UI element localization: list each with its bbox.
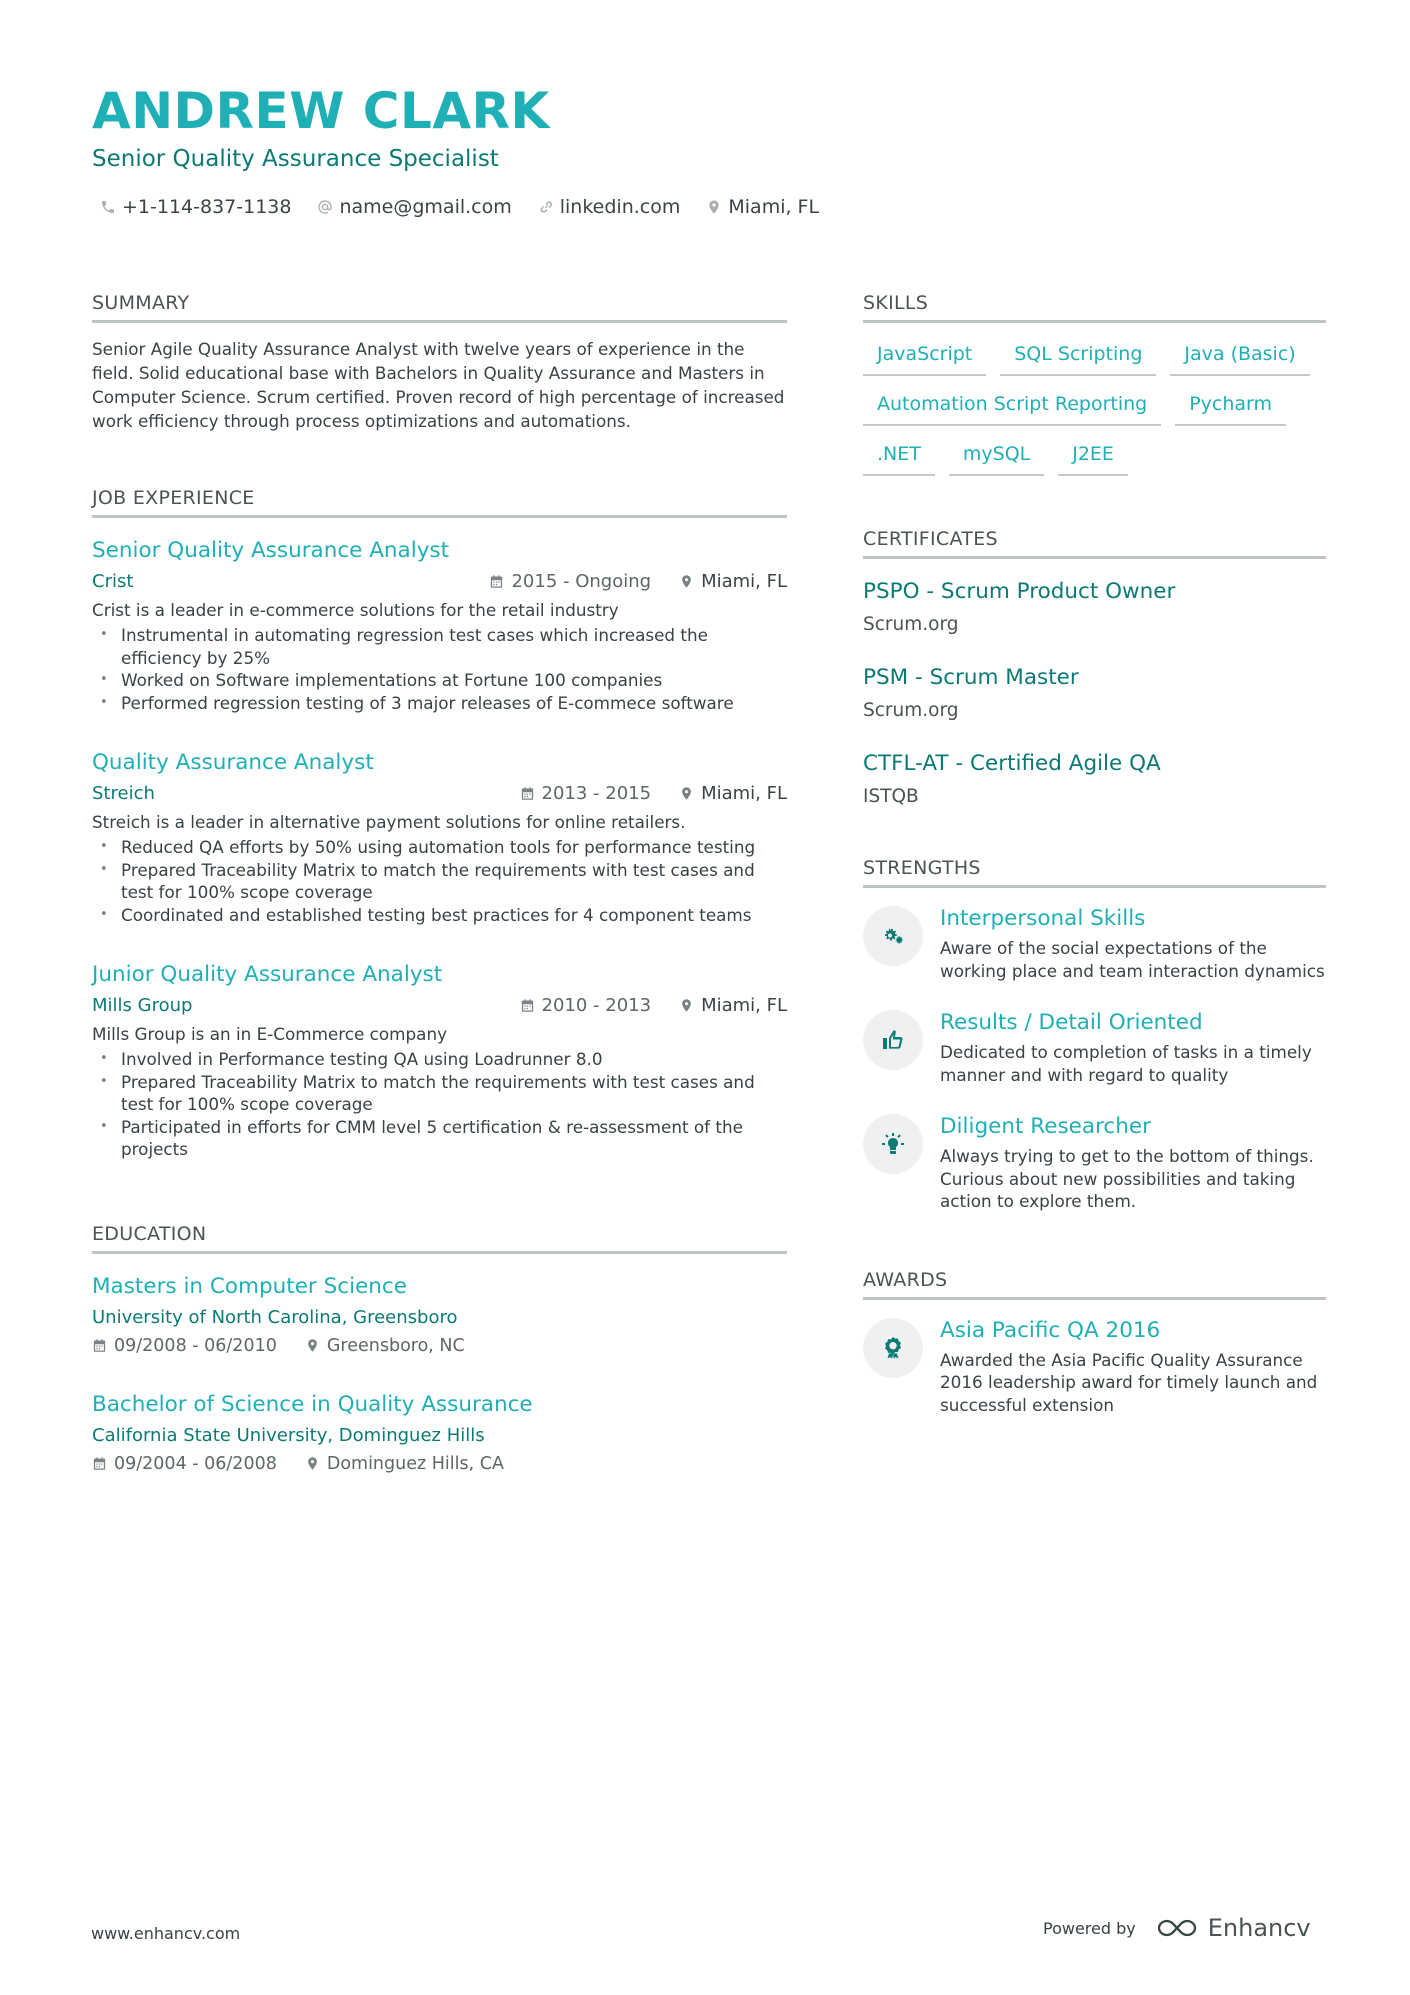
award-body bbox=[940, 1318, 1326, 1417]
job-bullet: • Worked on Software implementations at Fortune 100 companies bbox=[92, 669, 787, 692]
link-icon bbox=[538, 199, 554, 215]
strength-title: Interpersonal Skills bbox=[940, 906, 1146, 931]
job-location bbox=[679, 995, 787, 1016]
job-entry bbox=[92, 750, 787, 926]
experience-heading: JOB EXPERIENCE bbox=[92, 487, 787, 518]
calendar-icon bbox=[489, 574, 504, 589]
award-icon bbox=[881, 1336, 905, 1360]
education-dates bbox=[92, 1336, 277, 1356]
certificate-title: PSM - Scrum Master bbox=[863, 665, 1079, 690]
skill-tag: Java (Basic) bbox=[1170, 339, 1309, 376]
strengths-section bbox=[863, 857, 1326, 1213]
strength-description: Aware of the social expectations of the working place and team interaction dynamics bbox=[940, 938, 1325, 981]
skills-list bbox=[863, 339, 1326, 476]
contact-email[interactable] bbox=[317, 196, 511, 218]
job-description: Streich is a leader in alternative payment solutions for online retailers. bbox=[92, 812, 686, 832]
job-bullet: • Participated in efforts for CMM level 5 certification & re-assessment of the projects bbox=[92, 1116, 787, 1161]
phone-icon bbox=[100, 199, 116, 215]
location-icon bbox=[706, 199, 722, 215]
certificate-entry bbox=[863, 665, 1326, 721]
contact-linkedin-text: linkedin.com bbox=[559, 196, 681, 218]
job-entry bbox=[92, 538, 787, 714]
awards-section bbox=[863, 1269, 1326, 1417]
experience-section bbox=[92, 487, 787, 1161]
education-entry bbox=[92, 1274, 787, 1356]
contact-email-text: name@gmail.com bbox=[339, 196, 512, 218]
job-company: Streich bbox=[92, 783, 155, 804]
strength-icon-circle bbox=[863, 1010, 923, 1070]
job-description: Crist is a leader in e-commerce solutions for the retail industry bbox=[92, 600, 619, 620]
job-location-text: Miami, FL bbox=[701, 995, 787, 1016]
contact-location-text: Miami, FL bbox=[728, 196, 820, 218]
education-dates bbox=[92, 1454, 277, 1474]
skill-tag: Pycharm bbox=[1175, 389, 1286, 426]
job-dates-text: 2010 - 2013 bbox=[541, 995, 652, 1016]
education-entry bbox=[92, 1392, 787, 1474]
job-location bbox=[679, 571, 787, 592]
summary-heading: SUMMARY bbox=[92, 292, 787, 323]
skill-tag: Automation Script Reporting bbox=[863, 389, 1161, 426]
skill-tag: mySQL bbox=[949, 439, 1044, 476]
calendar-icon bbox=[520, 998, 535, 1013]
award-icon-circle bbox=[863, 1318, 923, 1378]
job-meta bbox=[92, 995, 787, 1016]
candidate-name: ANDREW CLARK bbox=[92, 82, 550, 140]
certificate-entry bbox=[863, 751, 1326, 807]
education-location bbox=[305, 1454, 504, 1474]
contact-phone-text: +1-114-837-1138 bbox=[122, 196, 292, 218]
job-meta bbox=[92, 571, 787, 592]
job-bullets bbox=[92, 624, 787, 714]
job-dates-text: 2015 - Ongoing bbox=[511, 571, 652, 592]
at-icon bbox=[317, 199, 333, 215]
job-bullet: • Prepared Traceability Matrix to match the requirements with test cases and test for 100% scope coverage bbox=[92, 859, 787, 904]
summary-section bbox=[92, 292, 787, 433]
strengths-heading: STRENGTHS bbox=[863, 857, 1326, 888]
job-location bbox=[679, 783, 787, 804]
certificate-issuer: Scrum.org bbox=[863, 614, 959, 635]
gears-icon bbox=[881, 924, 905, 948]
location-icon bbox=[679, 574, 694, 589]
award-description: Awarded the Asia Pacific Quality Assurance 2016 leadership award for timely launch and successful extension bbox=[940, 1349, 1318, 1415]
job-description: Mills Group is an in E-Commerce company bbox=[92, 1024, 448, 1044]
job-dates-text: 2013 - 2015 bbox=[541, 783, 652, 804]
skills-section bbox=[863, 292, 1326, 476]
education-degree: Masters in Computer Science bbox=[92, 1273, 407, 1299]
contact-linkedin[interactable] bbox=[538, 196, 681, 218]
awards-heading: AWARDS bbox=[863, 1269, 1326, 1300]
education-location-text: Greensboro, NC bbox=[326, 1335, 465, 1356]
strength-icon-circle bbox=[863, 906, 923, 966]
job-dates bbox=[520, 783, 652, 804]
calendar-icon bbox=[520, 786, 535, 801]
education-section bbox=[92, 1223, 787, 1474]
job-location-text: Miami, FL bbox=[701, 783, 787, 804]
strength-entry bbox=[863, 1114, 1326, 1213]
education-dates-text: 09/2004 - 06/2008 bbox=[114, 1453, 277, 1474]
skills-heading: SKILLS bbox=[863, 292, 1326, 323]
job-bullets bbox=[92, 1048, 787, 1161]
contact-phone[interactable] bbox=[100, 196, 291, 218]
job-title: Quality Assurance Analyst bbox=[92, 750, 374, 775]
strength-icon-circle bbox=[863, 1114, 923, 1174]
education-location bbox=[305, 1336, 465, 1356]
location-icon bbox=[679, 786, 694, 801]
certificate-issuer: ISTQB bbox=[863, 786, 919, 807]
job-bullet: • Performed regression testing of 3 major releases of E-commece software bbox=[92, 692, 787, 715]
job-title: Junior Quality Assurance Analyst bbox=[92, 962, 443, 987]
brand-logo[interactable] bbox=[1154, 1914, 1311, 1942]
strength-body bbox=[940, 1114, 1326, 1213]
strength-entry bbox=[863, 906, 1326, 982]
right-column bbox=[863, 292, 1326, 1454]
lightbulb-icon bbox=[881, 1132, 905, 1156]
certificates-heading: CERTIFICATES bbox=[863, 528, 1326, 559]
job-entry bbox=[92, 962, 787, 1161]
brand-name: Enhancv bbox=[1207, 1914, 1311, 1942]
certificate-title: PSPO - Scrum Product Owner bbox=[863, 579, 1176, 604]
skill-tag: JavaScript bbox=[863, 339, 986, 376]
award-title: Asia Pacific QA 2016 bbox=[940, 1317, 1161, 1343]
contact-bar bbox=[100, 196, 819, 218]
education-meta bbox=[92, 1336, 787, 1356]
job-company: Mills Group bbox=[92, 995, 193, 1016]
certificate-entry bbox=[863, 579, 1326, 635]
education-meta bbox=[92, 1454, 787, 1474]
left-column bbox=[92, 292, 787, 1512]
skill-tag: .NET bbox=[863, 439, 935, 476]
enhancv-logo-icon bbox=[1154, 1916, 1200, 1940]
location-icon bbox=[679, 998, 694, 1013]
award-entry bbox=[863, 1318, 1326, 1417]
job-bullets bbox=[92, 836, 787, 926]
job-bullet: • Involved in Performance testing QA using Loadrunner 8.0 bbox=[92, 1048, 787, 1071]
summary-text: Senior Agile Quality Assurance Analyst with twelve years of experience in the field. Solid educational base with Bachelors in Quality Assurance and Masters in Computer Science. Scrum certified. Proven record of high percentage of increased work efficiency through process optimizations and automations. bbox=[92, 339, 785, 431]
powered-by-label: Powered by bbox=[1043, 1918, 1136, 1938]
job-location-text: Miami, FL bbox=[701, 571, 787, 592]
education-school: California State University, Dominguez Hills bbox=[92, 1424, 485, 1446]
strength-description: Dedicated to completion of tasks in a timely manner and with regard to quality bbox=[940, 1042, 1312, 1085]
certificate-title: CTFL-AT - Certified Agile QA bbox=[863, 751, 1161, 776]
calendar-icon bbox=[92, 1338, 107, 1353]
location-icon bbox=[305, 1338, 320, 1353]
job-bullet: • Coordinated and established testing best practices for 4 component teams bbox=[92, 904, 787, 927]
skill-tag: SQL Scripting bbox=[1000, 339, 1156, 376]
job-company: Crist bbox=[92, 571, 134, 592]
job-title: Senior Quality Assurance Analyst bbox=[92, 538, 450, 563]
education-school: University of North Carolina, Greensboro bbox=[92, 1306, 458, 1328]
education-location-text: Dominguez Hills, CA bbox=[326, 1453, 504, 1474]
calendar-icon bbox=[92, 1456, 107, 1471]
education-heading: EDUCATION bbox=[92, 1223, 787, 1254]
strength-body bbox=[940, 906, 1326, 982]
job-meta bbox=[92, 783, 787, 804]
education-dates-text: 09/2008 - 06/2010 bbox=[114, 1335, 277, 1356]
footer-website-link[interactable]: www.enhancv.com bbox=[91, 1924, 241, 1943]
job-dates bbox=[489, 571, 651, 592]
thumbs-up-icon bbox=[881, 1028, 905, 1052]
certificate-issuer: Scrum.org bbox=[863, 700, 959, 721]
strength-entry bbox=[863, 1010, 1326, 1086]
contact-location bbox=[706, 196, 819, 218]
candidate-role: Senior Quality Assurance Specialist bbox=[92, 146, 499, 172]
certificates-section bbox=[863, 528, 1326, 807]
location-icon bbox=[305, 1456, 320, 1471]
footer-branding bbox=[1043, 1914, 1311, 1942]
strength-title: Diligent Researcher bbox=[940, 1114, 1151, 1139]
strength-title: Results / Detail Oriented bbox=[940, 1010, 1203, 1035]
skill-tag: J2EE bbox=[1058, 439, 1128, 476]
strength-description: Always trying to get to the bottom of things. Curious about new possibilities and taking action to explore them. bbox=[940, 1146, 1314, 1211]
education-degree: Bachelor of Science in Quality Assurance bbox=[92, 1391, 533, 1417]
job-bullet: • Reduced QA efforts by 50% using automation tools for performance testing bbox=[92, 836, 787, 859]
job-bullet: • Prepared Traceability Matrix to match the requirements with test cases and test for 100% scope coverage bbox=[92, 1071, 787, 1116]
job-dates bbox=[520, 995, 652, 1016]
strength-body bbox=[940, 1010, 1326, 1086]
job-bullet: • Instrumental in automating regression test cases which increased the efficiency by 25% bbox=[92, 624, 787, 669]
